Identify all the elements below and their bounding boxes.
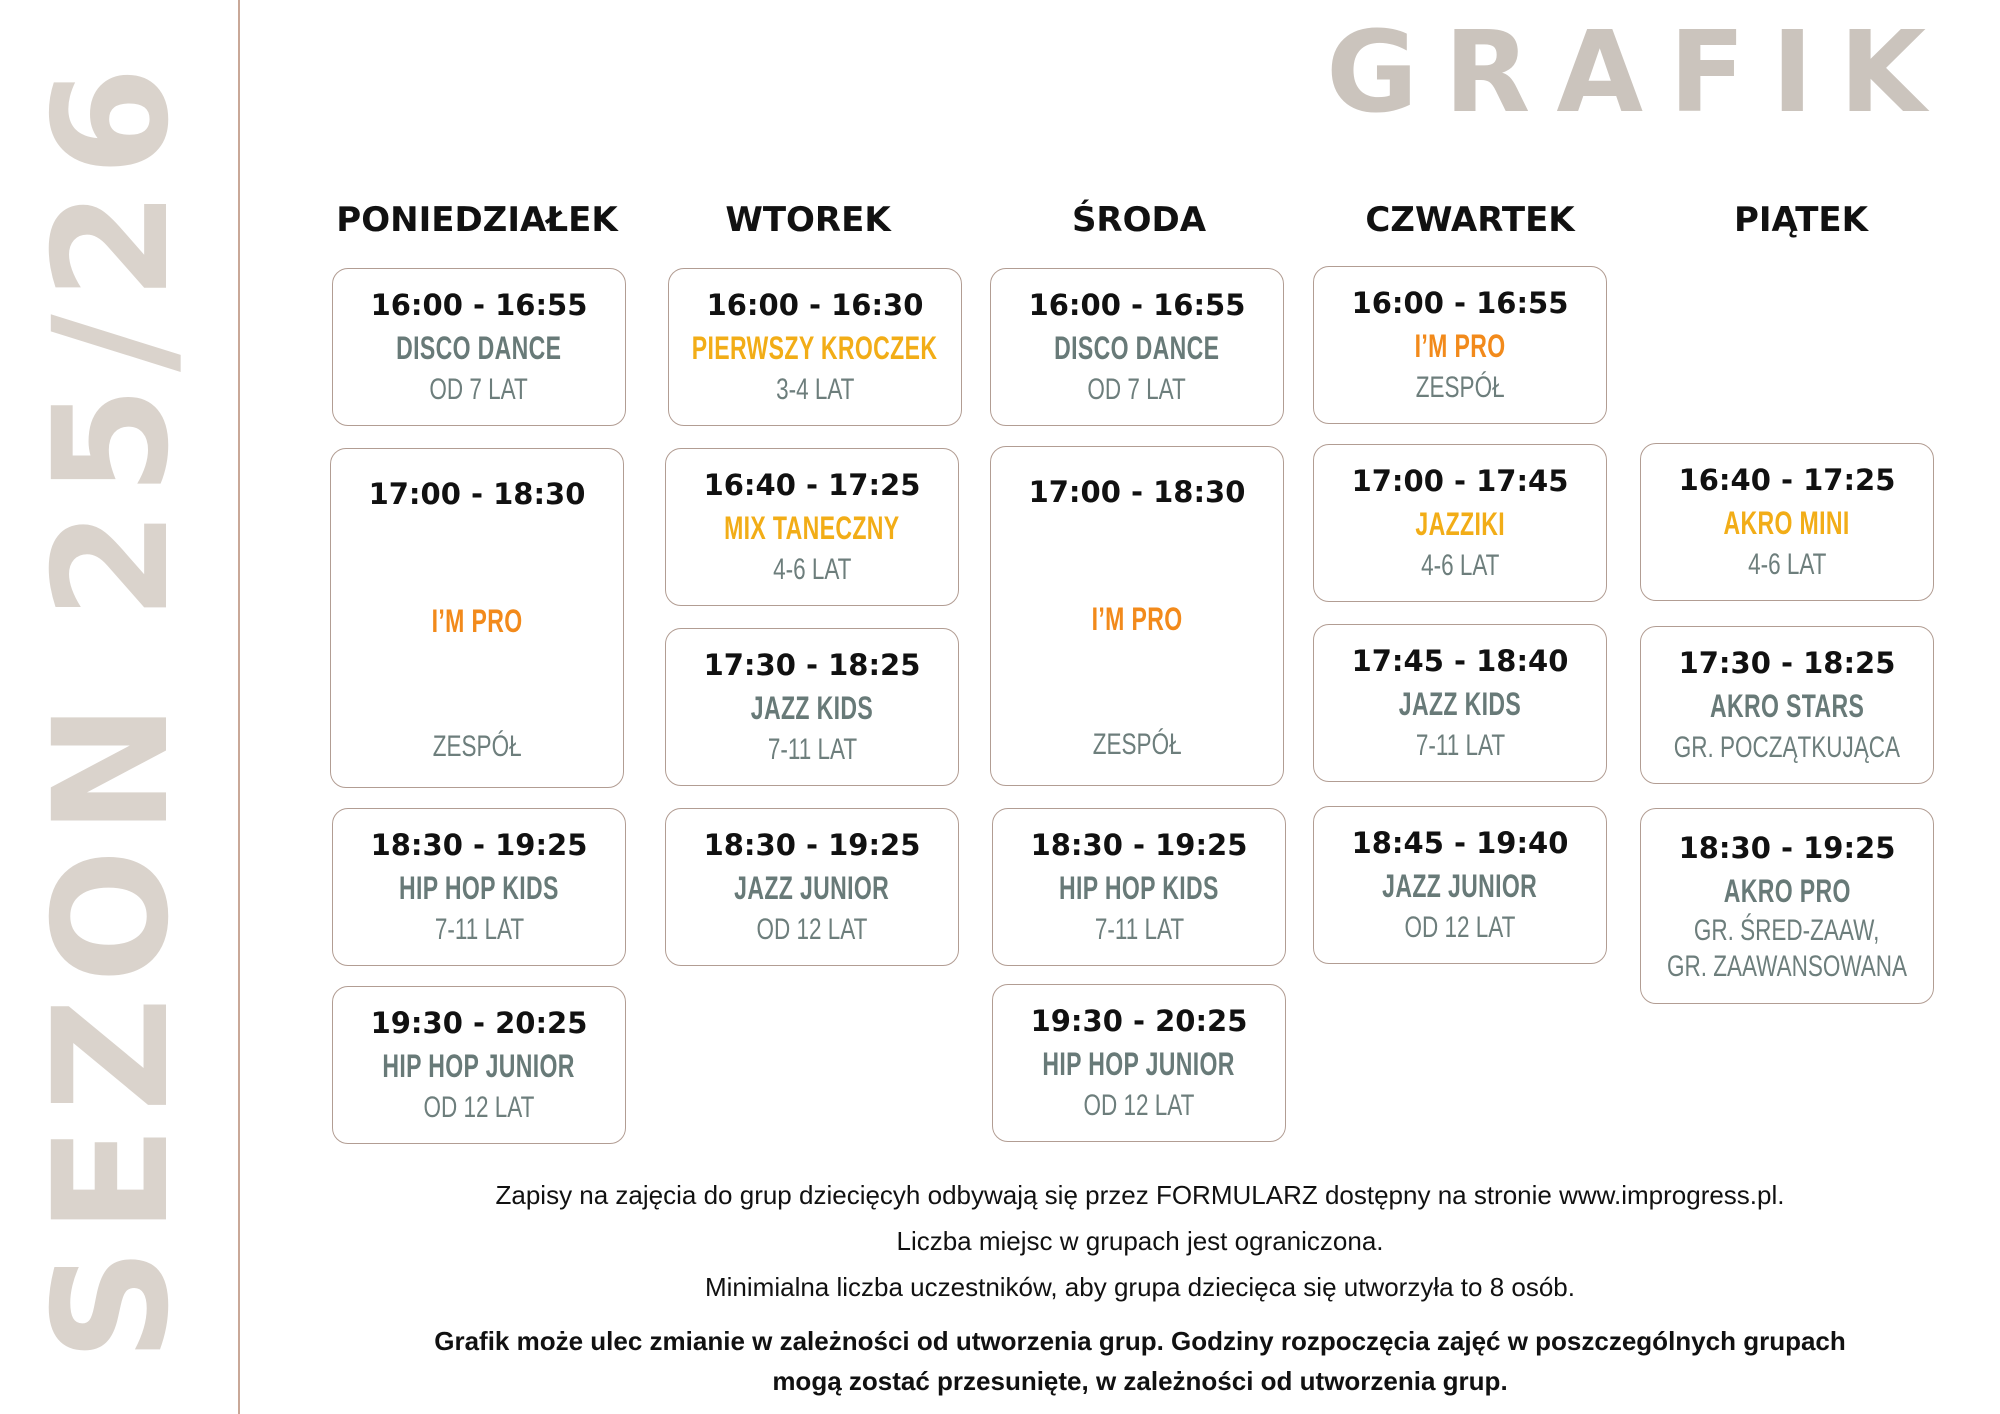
class-age: 4-6 LAT <box>1420 549 1500 582</box>
vertical-divider <box>238 0 240 1414</box>
class-name: JAZZ JUNIOR <box>734 870 890 906</box>
class-card <box>665 808 959 966</box>
class-card <box>330 448 624 788</box>
class-card <box>992 808 1286 966</box>
class-card <box>1313 624 1607 782</box>
class-name: PIERWSZY KROCZEK <box>692 330 938 366</box>
class-age: OD 7 LAT <box>1087 373 1187 406</box>
class-age: OD 7 LAT <box>429 373 529 406</box>
season-label: SEZON 25/26 <box>20 52 204 1362</box>
class-name: I’M PRO <box>431 603 523 639</box>
class-name: AKRO MINI <box>1723 505 1851 541</box>
class-card <box>668 268 962 426</box>
class-name: I’M PRO <box>1091 601 1183 637</box>
class-card <box>332 986 626 1144</box>
class-name: JAZZ JUNIOR <box>1382 868 1538 904</box>
class-name: HIP HOP JUNIOR <box>1042 1046 1236 1082</box>
class-time: 17:00 - 17:45 <box>1351 464 1569 498</box>
class-time: 16:40 - 17:25 <box>1678 463 1896 497</box>
class-time: 17:30 - 18:25 <box>703 648 921 682</box>
class-card <box>332 808 626 966</box>
class-time: 16:40 - 17:25 <box>703 468 921 502</box>
class-name: I’M PRO <box>1414 328 1506 364</box>
class-time: 17:00 - 18:30 <box>368 477 586 511</box>
class-card <box>1640 443 1934 601</box>
class-time: 18:30 - 19:25 <box>703 828 921 862</box>
note-registration: Zapisy na zajęcia do grup dziecięcyh odbywają się przez FORMULARZ dostępny na stronie www.improgress.pl. <box>495 1180 1785 1210</box>
class-age: 7-11 LAT <box>1094 913 1184 946</box>
class-card <box>992 984 1286 1142</box>
class-age: OD 12 LAT <box>423 1091 535 1124</box>
class-age: 3-4 LAT <box>775 373 855 406</box>
class-name: AKRO STARS <box>1709 688 1865 724</box>
class-age-line2: GR. ZAAWANSOWANA <box>1667 950 1908 983</box>
class-age: ZESPÓŁ <box>432 730 522 763</box>
class-age: 7-11 LAT <box>434 913 524 946</box>
class-name: DISCO DANCE <box>1054 330 1220 366</box>
class-card <box>665 448 959 606</box>
day-header-monday: PONIEDZIAŁEK <box>336 200 618 240</box>
note-limited-places: Liczba miejsc w grupach jest ograniczona. <box>896 1226 1384 1256</box>
class-name: JAZZ KIDS <box>750 690 874 726</box>
class-age: 4-6 LAT <box>772 553 852 586</box>
class-time: 19:30 - 20:25 <box>1030 1004 1248 1038</box>
class-card <box>1313 444 1607 602</box>
class-name: JAZZIKI <box>1415 506 1505 542</box>
class-time: 16:00 - 16:55 <box>1351 286 1569 320</box>
class-card <box>665 628 959 786</box>
notes-section <box>340 1180 1940 1410</box>
class-age: ZESPÓŁ <box>1415 371 1505 404</box>
class-age: OD 12 LAT <box>1083 1089 1195 1122</box>
class-time: 18:30 - 19:25 <box>1030 828 1248 862</box>
class-name: AKRO PRO <box>1723 873 1851 909</box>
class-time: 18:45 - 19:40 <box>1351 826 1569 860</box>
class-time: 17:45 - 18:40 <box>1351 644 1569 678</box>
class-name: MIX TANECZNY <box>724 510 900 546</box>
class-card <box>332 268 626 426</box>
class-age: 7-11 LAT <box>1415 729 1505 762</box>
class-name: HIP HOP JUNIOR <box>382 1048 576 1084</box>
class-name: HIP HOP KIDS <box>399 870 559 906</box>
class-age: GR. POCZĄTKUJĄCA <box>1673 731 1901 764</box>
day-header-tuesday: WTOREK <box>725 200 891 240</box>
page-title: GRAFIK <box>1326 8 1952 138</box>
day-header-friday: PIĄTEK <box>1733 200 1868 240</box>
class-time: 17:00 - 18:30 <box>1028 475 1246 509</box>
class-time: 17:30 - 18:25 <box>1678 646 1896 680</box>
class-age: OD 12 LAT <box>756 913 868 946</box>
class-card <box>1313 806 1607 964</box>
class-card <box>1640 626 1934 784</box>
class-time: 16:00 - 16:55 <box>1028 288 1246 322</box>
day-header-thursday: CZWARTEK <box>1365 200 1575 240</box>
note-minimum-participants: Minimialna liczba uczestników, aby grupa dziecięca się utworzyła to 8 osób. <box>705 1272 1575 1302</box>
class-age: GR. ŚRED-ZAAW, <box>1694 914 1880 947</box>
class-card <box>1640 808 1934 1004</box>
class-time: 18:30 - 19:25 <box>1678 831 1896 865</box>
class-name: DISCO DANCE <box>396 330 562 366</box>
class-card <box>1313 266 1607 424</box>
class-card <box>990 268 1284 426</box>
class-time: 16:00 - 16:30 <box>706 288 924 322</box>
class-age: 4-6 LAT <box>1747 548 1827 581</box>
class-age: 7-11 LAT <box>767 733 857 766</box>
class-card <box>990 446 1284 786</box>
class-time: 18:30 - 19:25 <box>370 828 588 862</box>
class-age: OD 12 LAT <box>1404 911 1516 944</box>
class-age: ZESPÓŁ <box>1092 728 1182 761</box>
day-header-wednesday: ŚRODA <box>1071 200 1207 240</box>
class-name: JAZZ KIDS <box>1398 686 1522 722</box>
note-schedule-change: Grafik może ulec zmianie w zależności od utworzenia grup. Godziny rozpoczęcia zajęć w poszczególnych grupach <box>434 1326 1846 1356</box>
class-time: 16:00 - 16:55 <box>370 288 588 322</box>
note-schedule-change-2: mogą zostać przesunięte, w zależności od utworzenia grup. <box>772 1366 1508 1396</box>
class-name: HIP HOP KIDS <box>1059 870 1219 906</box>
class-time: 19:30 - 20:25 <box>370 1006 588 1040</box>
